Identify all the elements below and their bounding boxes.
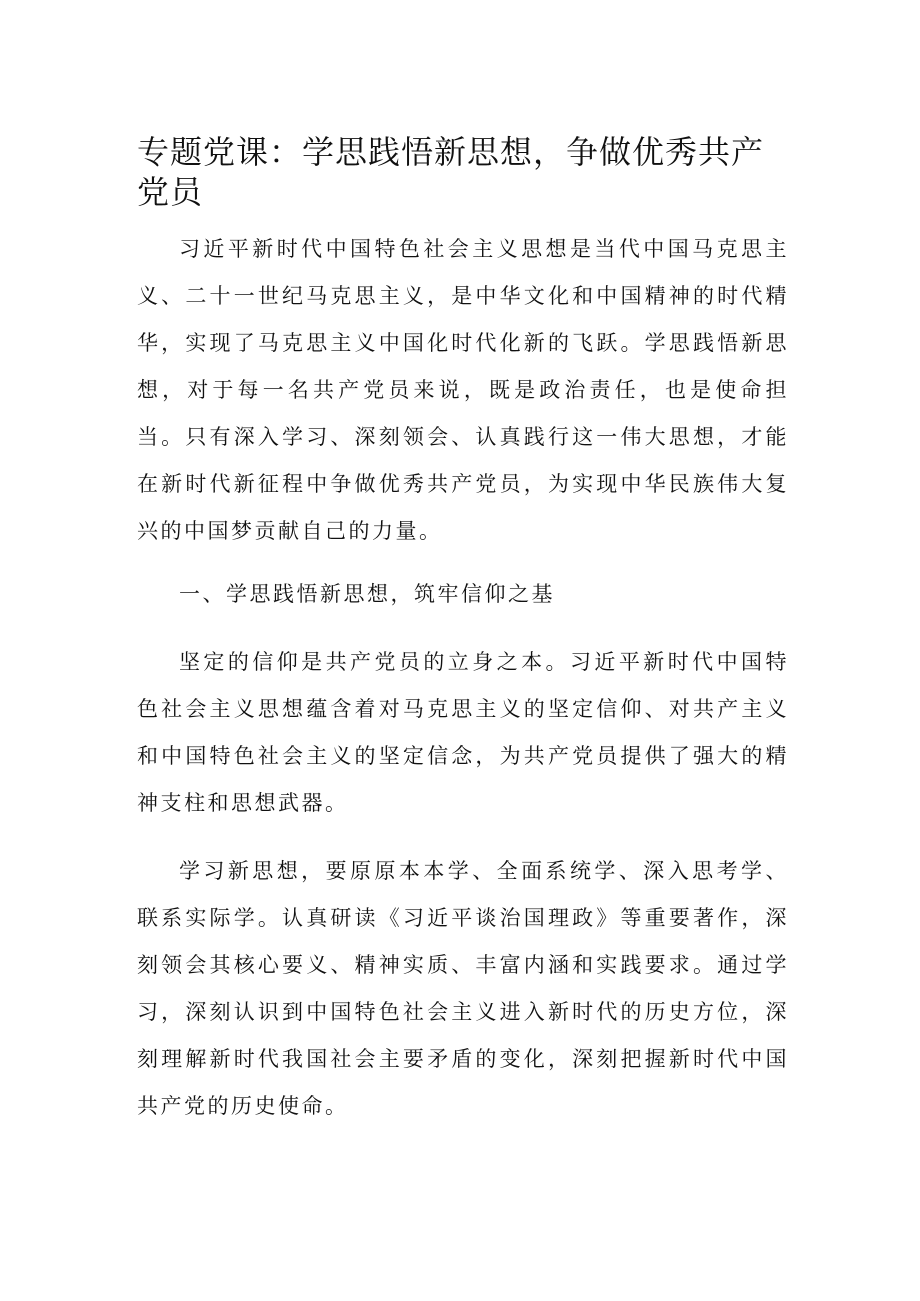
document-title: 专题党课：学思践悟新思想，争做优秀共产党员 [137,133,765,211]
document-page [137,132,789,1130]
body-paragraph: 学习新思想，要原原本本学、全面系统学、深入思考学、联系实际学。认真研读《习近平谈治国理政》等重要著作，深刻领会其核心要义、精神实质、丰富内涵和实践要求。通过学习，深刻认识到中国特色社会主义进入新时代的历史方位，深刻理解新时代我国社会主要矛盾的变化，深刻把握新时代中国共产党的历史使命。 [137,859,789,1118]
body-paragraph: 坚定的信仰是共产党员的立身之本。习近平新时代中国特色社会主义思想蕴含着对马克思主义的坚定信仰、对共产主义和中国特色社会主义的坚定信念，为共产党员提供了强大的精神支柱和思想武器。 [137,650,789,815]
intro-paragraph: 习近平新时代中国特色社会主义思想是当代中国马克思主义、二十一世纪马克思主义，是中华文化和中国精神的时代精华，实现了马克思主义中国化时代化新的飞跃。学思践悟新思想，对于每一名共产党员来说，既是政治责任，也是使命担当。只有深入学习、深刻领会、认真践行这一伟大思想，才能在新时代新征程中争做优秀共产党员，为实现中华民族伟大复兴的中国梦贡献自己的力量。 [137,237,789,543]
section-heading: 一、学思践悟新思想，筑牢信仰之基 [179,582,555,606]
